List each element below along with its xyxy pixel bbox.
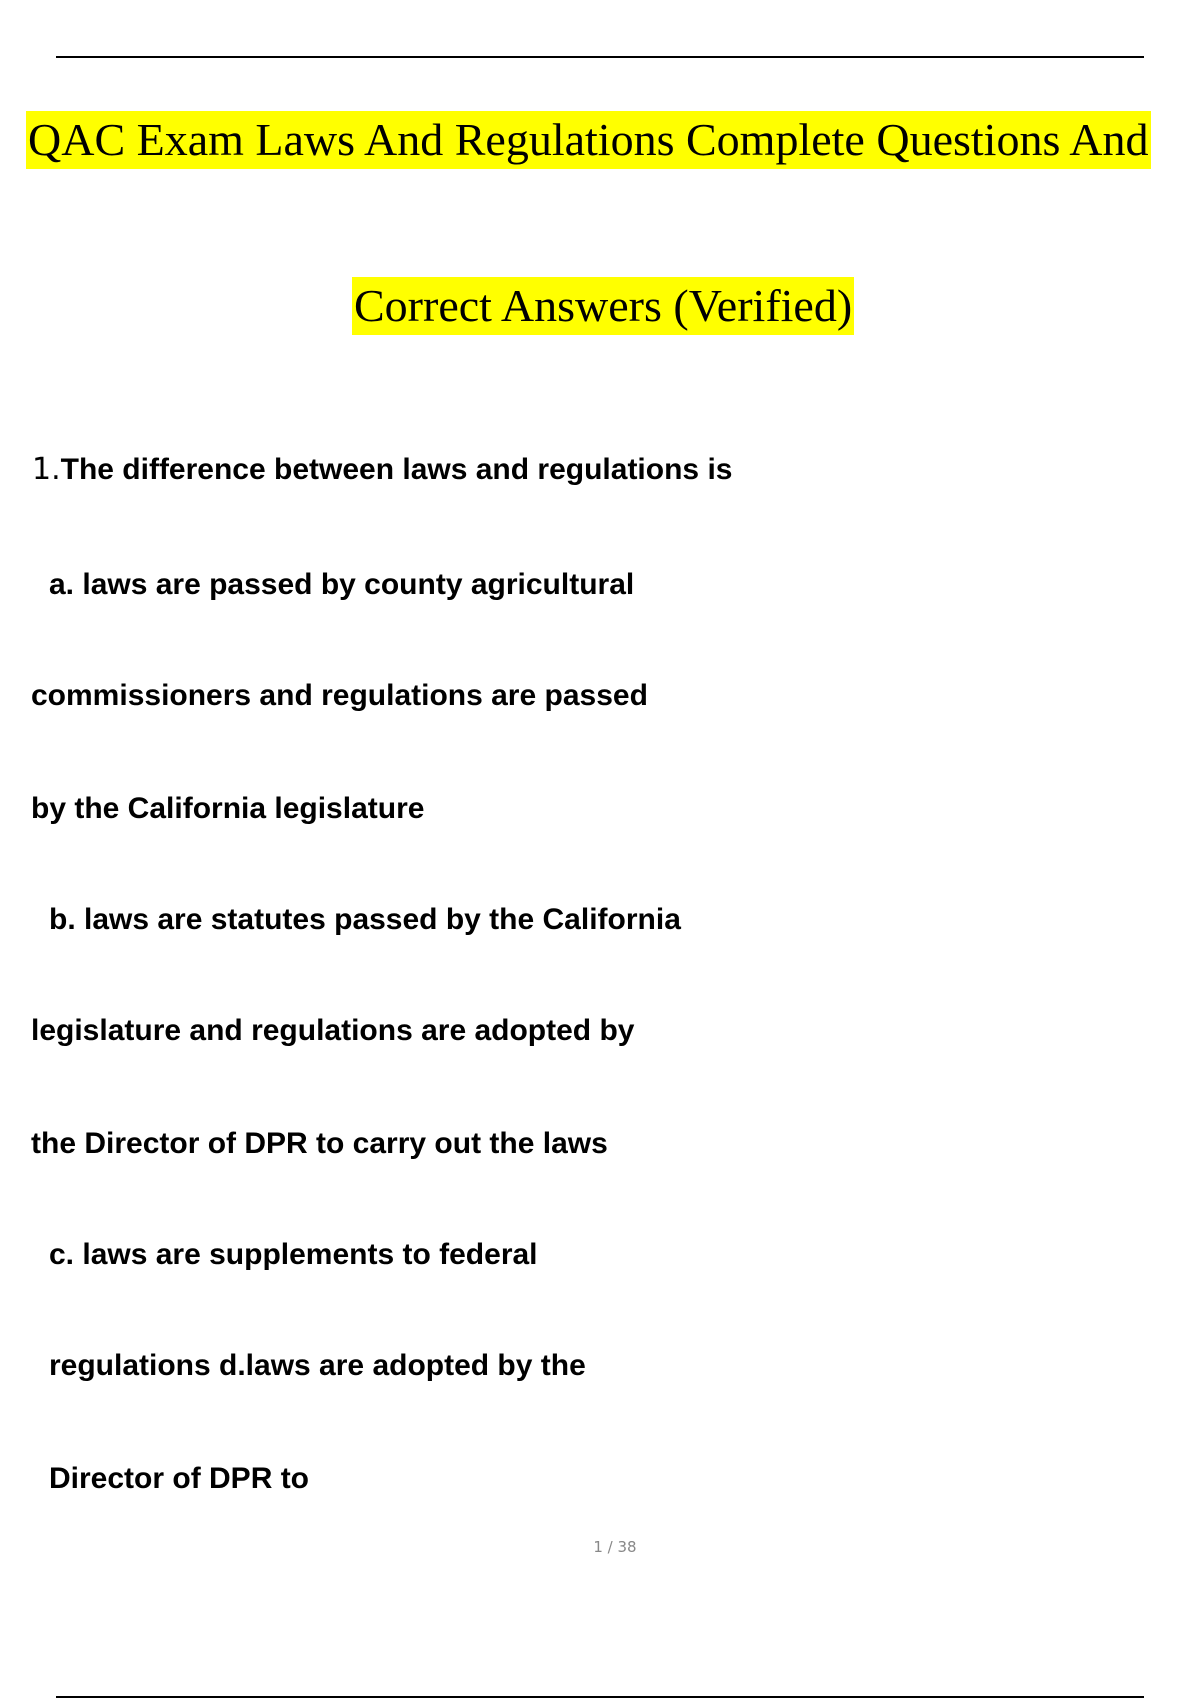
document-title-line-1: QAC Exam Laws And Regulations Complete Questions And: [26, 111, 1151, 169]
answer-line: b. laws are statutes passed by the California: [49, 903, 681, 936]
answer-line: by the California legislature: [31, 792, 425, 825]
document-title-line-2: Correct Answers (Verified): [352, 277, 854, 335]
page-indicator: 1 / 38: [593, 1538, 637, 1556]
answer-line: regulations d.laws are adopted by the: [49, 1349, 586, 1382]
answer-line: the Director of DPR to carry out the laws: [31, 1127, 608, 1160]
question-heading: [32, 452, 732, 488]
question-number: 1.: [32, 452, 61, 487]
question-text: The difference between laws and regulations is: [60, 453, 733, 486]
answer-line: commissioners and regulations are passed: [31, 679, 648, 712]
header-rule: [56, 56, 1144, 58]
answer-line: a. laws are passed by county agricultural: [49, 568, 635, 601]
answer-line: c. laws are supplements to federal: [49, 1238, 538, 1271]
answer-line: Director of DPR to: [49, 1462, 310, 1495]
answer-line: legislature and regulations are adopted by: [31, 1014, 635, 1047]
footer-rule: [56, 1696, 1144, 1698]
